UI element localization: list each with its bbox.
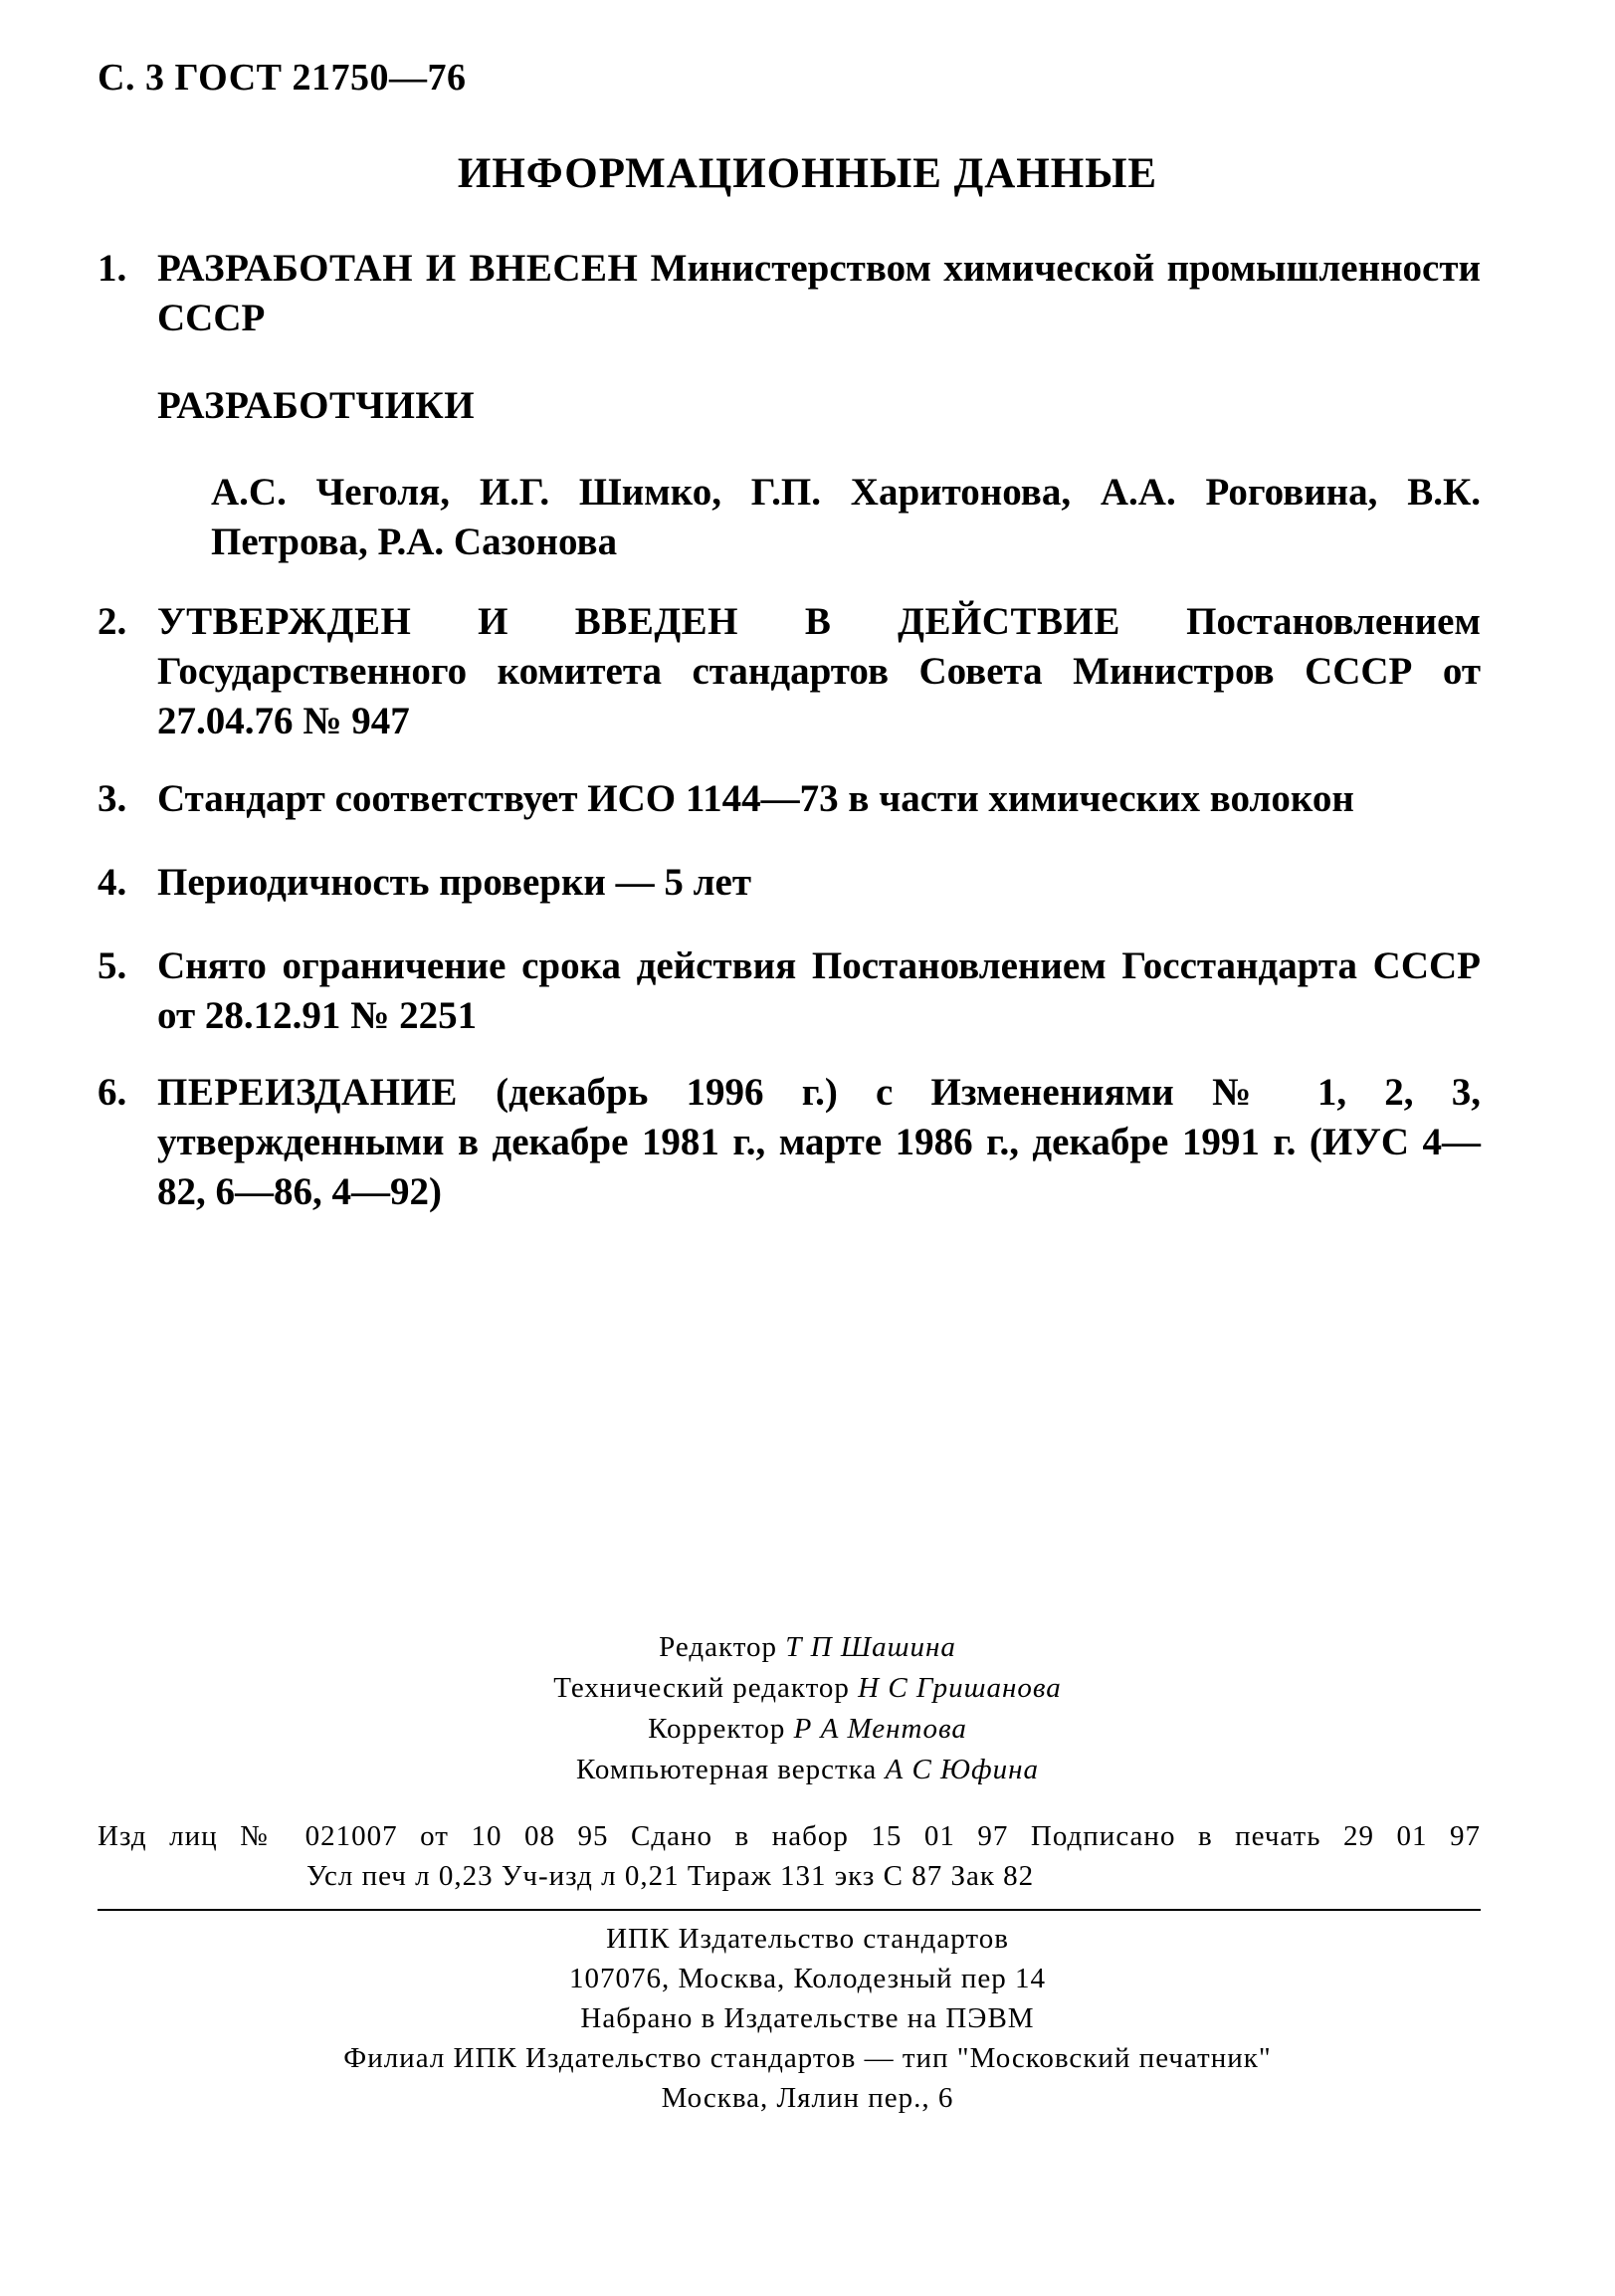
item-text: Министерством химической промышленности СССР <box>157 247 1481 339</box>
item-number: 3. <box>98 777 127 820</box>
page-header: С. 3 ГОСТ 21750—76 <box>98 57 467 99</box>
credit-line: Редактор Т П Шашина <box>659 1631 956 1663</box>
credits-block <box>0 1627 1615 1790</box>
item-number: 1. <box>98 247 127 290</box>
item-text: Постановлением Государственного комитета стандартов Совета Министров СССР от 27.04.76 № 947 <box>157 600 1481 742</box>
item-number: 4. <box>98 861 127 904</box>
publication-line-1: Изд лиц № 021007 от 10 08 95 Сдано в набор 15 01 97 Подписано в печать 29 01 97 <box>98 1820 1481 1852</box>
publication-line-2: Усл печ л 0,23 Уч-изд л 0,21 Тираж 131 экз С 87 Зак 82 <box>306 1860 1035 1892</box>
item-text: Периодичность проверки — 5 лет <box>157 861 751 904</box>
item-number: 6. <box>98 1071 127 1114</box>
page-title: ИНФОРМАЦИОННЫЕ ДАННЫЕ <box>457 150 1158 197</box>
credit-line: Компьютерная верстка А С Юфина <box>576 1754 1039 1785</box>
info-item-3 <box>98 774 1481 824</box>
developers-heading: РАЗРАБОТЧИКИ <box>157 384 476 427</box>
publication-info <box>98 1816 1481 1896</box>
printer-line: ИПК Издательство стандартов <box>606 1923 1009 1955</box>
item-number: 2. <box>98 600 127 643</box>
printer-line: Москва, Лялин пер., 6 <box>661 2082 954 2114</box>
credit-line: Технический редактор Н С Гришанова <box>553 1672 1062 1704</box>
item-lead: УТВЕРЖДЕН И ВВЕДЕН В ДЕЙСТВИЕ <box>157 600 1120 643</box>
item-lead: ПЕРЕИЗДАНИЕ <box>157 1071 458 1114</box>
divider <box>98 1909 1481 1911</box>
info-item-6 <box>98 1068 1481 1217</box>
item-text: Стандарт соответствует ИСО 1144—73 в части химических волокон <box>157 777 1354 820</box>
info-item-5 <box>98 941 1481 1041</box>
info-item-2 <box>98 597 1481 746</box>
printer-line: 107076, Москва, Колодезный пер 14 <box>569 1963 1046 1994</box>
printer-line: Филиал ИПК Издательство стандартов — тип "Московский печатник" <box>343 2042 1272 2074</box>
item-number: 5. <box>98 944 127 987</box>
printer-info <box>0 1919 1615 2118</box>
credit-line: Корректор Р А Ментова <box>648 1713 967 1745</box>
info-item-4 <box>98 858 1481 908</box>
developers-names: А.С. Чеголя, И.Г. Шимко, Г.П. Харитонова, А.А. Роговина, В.К. Петрова, Р.А. Сазонова <box>211 471 1481 563</box>
item-text: Снято ограничение срока действия Постановлением Госстандарта СССР от 28.12.91 № 2251 <box>157 944 1481 1037</box>
info-item-1 <box>98 244 1481 343</box>
item-lead: РАЗРАБОТАН И ВНЕСЕН <box>157 247 639 290</box>
item-text: (декабрь 1996 г.) с Изменениями № 1, 2, 3, утвержденными в декабре 1981 г., марте 1986 г., декабре 1991 г. (ИУС 4—82, 6—86, 4—92) <box>157 1071 1481 1213</box>
printer-line: Набрано в Издательстве на ПЭВМ <box>580 2002 1035 2034</box>
